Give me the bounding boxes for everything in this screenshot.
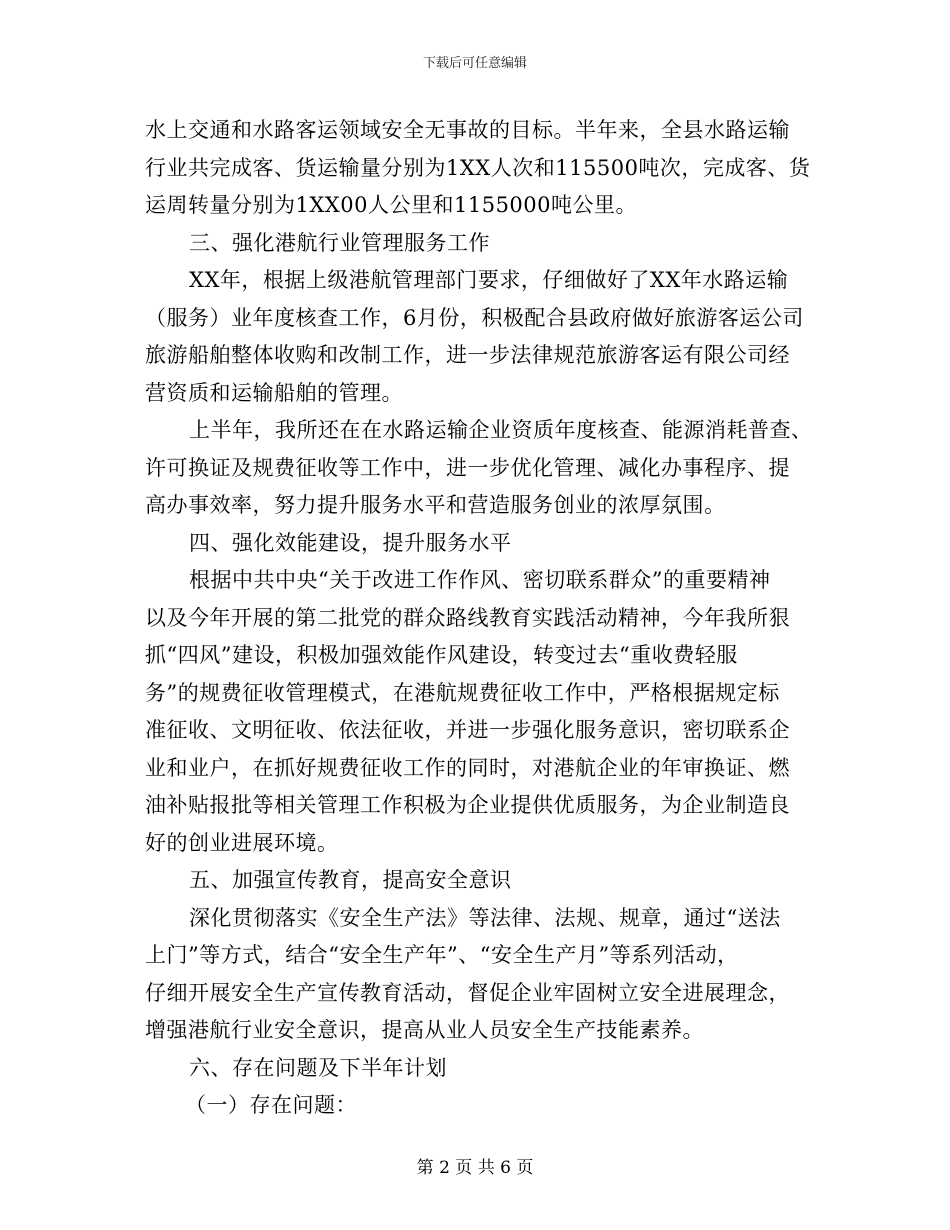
text-line: XX年，根据上级港航管理部门要求，仔细做好了XX年水路运输: [189, 268, 789, 292]
text-line: （服务）业年度核查工作，6月份，积极配合县政府做好旅游客运公司: [145, 305, 804, 330]
text-line: 运周转量分别为1XX00人公里和1155000吨公里。: [145, 193, 638, 217]
text-line: 增强港航行业安全意识，提高从业人员安全生产技能素养。: [145, 1018, 704, 1042]
page-footer: 第 2 页 共 6 页: [416, 1158, 534, 1178]
section-heading: 五、加强宣传教育，提高安全意识: [189, 868, 512, 892]
section-heading: 三、强化港航行业管理服务工作: [189, 230, 490, 255]
text-line: 仔细开展安全生产宣传教育活动，督促企业牢固树立安全进展理念，: [145, 980, 790, 1005]
page-header: 下载后可任意编辑: [422, 56, 527, 71]
text-line: 根据中共中央“关于改进工作作风、密切联系群众”的重要精神: [189, 568, 771, 592]
body-text: [145, 112, 813, 1125]
text-line: 许可换证及规费征收等工作中，进一步优化管理、减化办事程序、提: [145, 455, 790, 480]
text-line: 营资质和运输船舶的管理。: [145, 380, 403, 405]
text-line: 油补贴报批等相关管理工作积极为企业提供优质服务，为企业制造良: [145, 793, 790, 817]
text-line: 抓“四风”建设，积极加强效能作风建设，转变过去“重收费轻服: [145, 643, 738, 667]
text-line: 水上交通和水路客运领域安全无事故的目标。半年来，全县水路运输: [145, 118, 790, 142]
text-line: 旅游船舶整体收购和改制工作，进一步法律规范旅游客运有限公司经: [145, 343, 790, 367]
section-heading: 六、存在问题及下半年计划: [189, 1055, 447, 1080]
text-line: 准征收、文明征收、依法征收，并进一步强化服务意识，密切联系企: [145, 718, 790, 742]
text-line: 高办事效率，努力提升服务水平和营造服务创业的浓厚氛围。: [145, 493, 726, 517]
text-line: 行业共完成客、货运输量分别为1XX人次和115500吨次，完成客、货: [145, 155, 811, 180]
text-line: 好的创业进展环境。: [145, 830, 339, 855]
text-line: 上半年，我所还在在水路运输企业资质年度核查、能源消耗普查、: [189, 418, 813, 442]
text-line: 深化贯彻落实《安全生产法》等法律、法规、规章，通过“送法: [189, 905, 781, 930]
text-line: 以及今年开展的第二批党的群众路线教育实践活动精神，今年我所狠: [145, 605, 790, 630]
text-line: 上门”等方式，结合“安全生产年”、“安全生产月”等系列活动，: [145, 943, 739, 967]
sub-heading: （一）存在问题：: [185, 1093, 357, 1117]
text-line: 业和业户，在抓好规费征收工作的同时，对港航企业的年审换证、燃: [145, 755, 790, 780]
section-heading: 四、强化效能建设，提升服务水平: [189, 530, 512, 555]
text-line: 务”的规费征收管理模式，在港航规费征收工作中，严格根据规定标: [145, 680, 780, 705]
